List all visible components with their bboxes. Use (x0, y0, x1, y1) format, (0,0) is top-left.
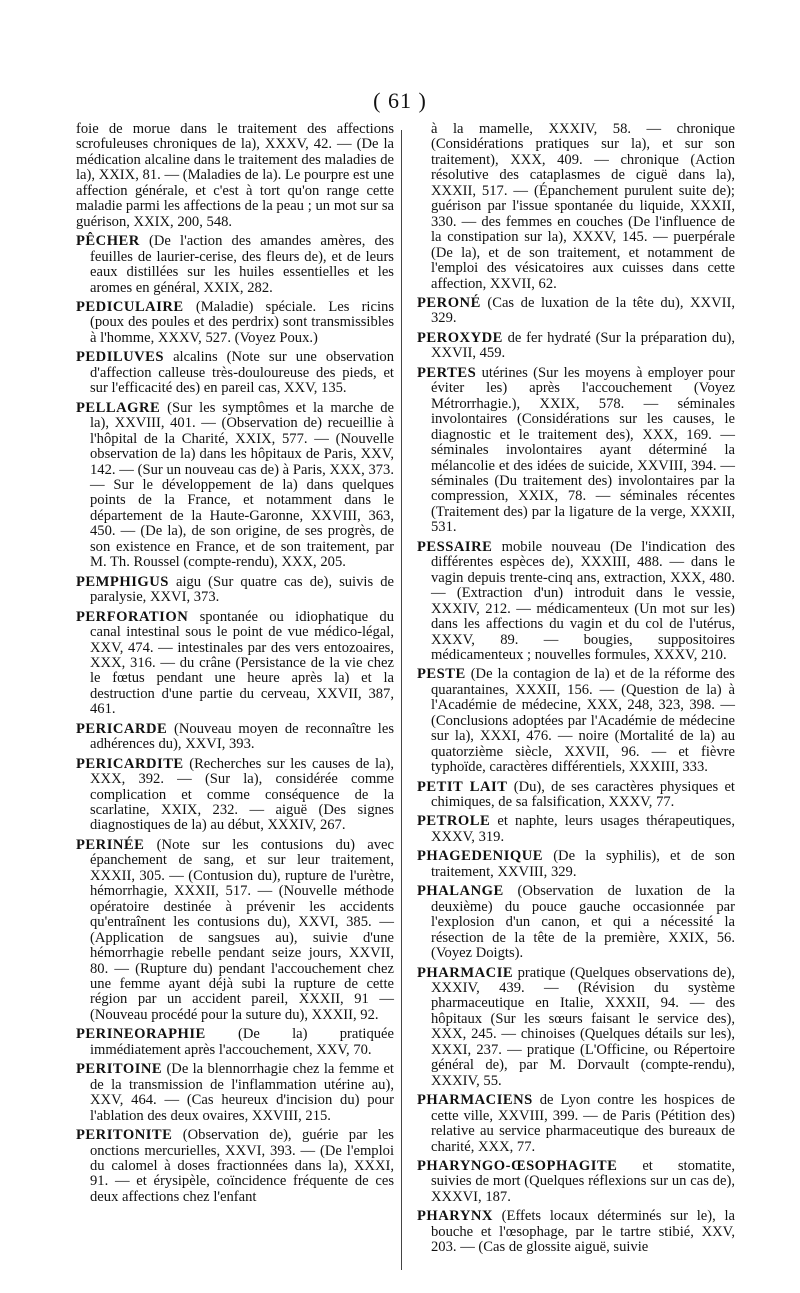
entry-headword: PERITONITE (76, 1127, 173, 1144)
index-entry (76, 722, 394, 753)
left-column (76, 122, 394, 1209)
index-entry (76, 300, 394, 346)
index-entry (417, 1093, 735, 1155)
entry-text: foie de morue dans le traitement des affections scrofuleuses chroniques de la), XXXV, 42. — (De la médication alcaline dans le traitement des maladies de la), XXIX, 81. — (Maladies de la). Le pourpre est une affection générale, et c'est à tort qu'on range cette maladie parmi les affections de la peau ; un mot sur sa guérison, XXIX, 200, 548. (76, 121, 394, 230)
entry-headword: PERINEORAPHIE (76, 1026, 206, 1043)
index-entry (417, 849, 735, 880)
entry-headword: PÊCHER (76, 233, 140, 250)
index-entry (76, 757, 394, 834)
entry-headword: PHARYNX (417, 1208, 493, 1225)
entry-text: spontanée ou idiophatique du canal intestinal sous le point de vue médico-légal, XXV, 474. — intestinales par des vers entozoaires, XXX, 316. — du crâne (Persistance de la vie chez le fœtus pendant une heure après la) et la destruction d'une partie du cerveau, XXVII, 387, 461. (90, 608, 394, 718)
entry-text: alcalins (Note sur une observation d'affection calleuse très-douloureuse des pieds, et sur l'efficacité des) en pareil cas, XXV, 135. (90, 349, 394, 397)
entry-text: (Recherches sur les causes de la), XXX, 392. — (Sur la), considérée comme complication et comme conséquence de la scarlatine, XXIX, 232. — aiguë (Des signes diagnostiques de la) au début, XXXIV, 267. (90, 755, 394, 834)
index-entry (76, 1027, 394, 1058)
index-entry (417, 966, 735, 1090)
entry-headword: PEMPHIGUS (76, 573, 169, 590)
index-entry (417, 540, 735, 664)
entry-headword: PETIT LAIT (417, 778, 508, 795)
index-entry (417, 780, 735, 811)
index-entry (76, 1062, 394, 1124)
index-entry (417, 814, 735, 845)
right-column (417, 122, 735, 1260)
entry-text: utérines (Sur les moyens à employer pour éviter les) après l'accouchement (Voyez Métrorrhagie.), XXIX, 578. — séminales involontaires (Considérations sur les causes, le diagnostic et le traitement des), XXX, 169. — séminales involontaires ayant déterminé la mélancolie et des idées de suicide, XXVIII, 394. — séminales (Du traitement des) involontaires par la compression, XXIX, 78. — séminales récentes (Traitement des) par la ligature de la verge, XXXII, 531. (431, 364, 735, 536)
entry-text: (Nouveau moyen de reconnaître les adhérences du), XXVI, 393. (90, 720, 394, 753)
entry-headword: PHALANGE (417, 883, 504, 900)
index-entry (417, 1209, 735, 1255)
entry-text: (De la syphilis), et de son traitement, XXVIII, 329. (431, 848, 735, 880)
entry-headword: PHARMACIENS (417, 1092, 533, 1109)
entry-text: (Note sur les contusions du) avec épanchement de sang, et sur leur traitement, XXXII, 305. — (Contusion du), rupture de l'urètre, hémorrhagie, XXXII, 517. — (Nouvelle méthode opératoire destinée à prévenir les accidents qu'entraînent les contusions du), XXVI, 385. — (Application de sangsues au), suivie d'une hémorrhagie rebelle pendant seize jours, XXVII, 80. — (Rupture du) pendant l'accouchement chez une femme ayant déjà subi la rupture de cette région par un accident pareil, XXXII, 91 — (Nouveau procédé pour la suture du), XXXII, 92. (90, 836, 394, 1023)
index-entry (417, 122, 735, 292)
index-entry (76, 350, 394, 396)
entry-text: (De la) pratiquée immédiatement après l'accouchement, XXV, 70. (90, 1026, 394, 1058)
entry-text: (Du), de ses caractères physiques et chimiques, de sa falsification, XXXV, 77. (431, 778, 735, 811)
entry-headword: PHARMACIE (417, 964, 514, 981)
entry-text: mobile nouveau (De l'indication des différentes espèces de), XXXIII, 488. — dans le vagin depuis trente-cinq ans, extraction, XXX, 480. — (Extraction d'un) introduit dans le vessie, XXXIV, 212. — médicamenteux (Un mot sur les) dans les affections du vagin et du col de l'utérus, XXXV, 89. — bougies, suppositoires médicamenteux ; nouvelles formules, XXXV, 210. (431, 538, 735, 663)
entry-headword: PHAGEDENIQUE (417, 848, 544, 865)
index-entry (417, 366, 735, 536)
entry-headword: PETROLE (417, 813, 491, 830)
index-entry (76, 575, 394, 606)
entry-text: (Effets locaux déterminés sur le), la bouche et l'œsophage, par le tartre stibié, XXV, 203. — (Cas de glossite aiguë, suivie (431, 1208, 735, 1256)
entry-text: (De la blennorrhagie chez la femme et de la transmission de l'inflammation utérine au), XXV, 464. — (Cas heureux d'incision du) pour l'ablation des deux ovaires, XXVIII, 215. (90, 1061, 394, 1124)
entry-headword: PERINÉE (76, 836, 145, 853)
entry-headword: PESTE (417, 666, 466, 683)
index-entry (76, 1128, 394, 1205)
entry-text: (De la contagion de la) et de la réforme des quarantaines, XXXII, 156. — (Question de la) à l'Académie de médecine, XXX, 248, 323, 398. — (Conclusions adoptées par l'Académie de médecine sur la), XXXI, 476. — noire (Mortalité de la) au quatorzième siècle, XXVII, 96. — et fièvre typhoïde, caractères différentiels, XXXIII, 333. (431, 666, 735, 776)
entry-text: et stomatite, suivies de mort (Quelques réflexions sur un cas de), XXXVI, 187. (431, 1158, 735, 1205)
entry-headword: PEDICULAIRE (76, 298, 184, 315)
entry-text: (Observation de), guérie par les onctions mercurielles, XXVI, 393. — (De l'emploi du calomel à doses fractionnées dans la), XXXI, 91. — et érysipèle, coïncidence fréquente de ces deux affections chez l'enfant (90, 1127, 394, 1205)
entry-headword: PERITOINE (76, 1061, 163, 1078)
entry-headword: PEDILUVES (76, 349, 165, 366)
entry-text: de fer hydraté (Sur la préparation du), XXVII, 459. (431, 329, 735, 362)
entry-text: (De l'action des amandes amères, des feuilles de laurier-cerise, des fleurs de), et de leurs eaux distillées sur les huiles essentielles et les aromes en général, XXIX, 282. (90, 233, 394, 296)
index-entry (76, 838, 394, 1023)
entry-text: pratique (Quelques observations de), XXXIV, 439. — (Révision du système pharmaceutique en Italie, XXXII, 94. — des hôpitaux (Sur les sœurs faisant le service des), XXX, 245. — chinoises (Quelques détails sur les), XXXI, 237. — pratique (L'Officine, ou Répertoire général de), par M. Dorvault (compte-rendu), XXXIV, 55. (431, 964, 735, 1089)
entry-headword: PERONÉ (417, 294, 481, 311)
index-entry (417, 884, 735, 961)
index-entry (76, 122, 394, 230)
index-entry (417, 331, 735, 362)
index-entry (417, 667, 735, 775)
entry-text: à la mamelle, XXXIV, 58. — chronique (Considérations pratiques sur la), et sur son traitement), XXX, 409. — chronique (Action résolutive des cataplasmes de ciguë dans la), XXXII, 517. — (Épanchement purulent suite de); guérison par l'issue spontanée du liquide, XXXII, 330. — des femmes en couches (De l'influence de la constipation sur la), XXXV, 145. — puerpérale (De la), et de son traitement, et notamment de l'emploi des vésicatoires aux cuisses dans cette affection, XXVII, 62. (431, 121, 735, 292)
entry-headword: PHARYNGO-ŒSOPHAGITE (417, 1158, 618, 1174)
index-entry (76, 401, 394, 571)
entry-text: aigu (Sur quatre cas de), suivis de paralysie, XXVI, 373. (90, 573, 394, 606)
entry-headword: PERTES (417, 364, 477, 381)
entry-text: et naphte, leurs usages thérapeutiques, XXXV, 319. (431, 813, 735, 845)
entry-text: (Maladie) spéciale. Les ricins (poux des poules et des perdrix) sont transmissibles à l'homme, XXXV, 527. (Voyez Poux.) (90, 298, 394, 346)
index-entry (76, 610, 394, 718)
entry-headword: PEROXYDE (417, 329, 503, 346)
entry-text: (Observation de luxation de la deuxième) du pouce gauche occasionnée par l'explosion d'un canon, et qui a nécessité la résection de la tête de la première, XXIX, 56. (Voyez Doigts). (431, 883, 735, 962)
index-entry (76, 234, 394, 296)
entry-headword: PESSAIRE (417, 538, 493, 555)
page-number: ( 61 ) (373, 88, 427, 113)
entry-headword: PERICARDITE (76, 755, 184, 772)
entry-text: (Sur les symptômes et la marche de la), XXVIII, 401. — (Observation de) recueillie à l'hôpital de la Charité, XXIX, 577. — (Nouvelle observation de la) dans les hôpitaux de Paris, XXV, 142. — (Sur un nouveau cas de) à Paris, XXX, 373. — Sur le développement de la) dans quelques points de la France, et notamment dans le département de la Haute-Garonne, XXVIII, 363, 450. — (De la), de son origine, de ses progrès, de son existence en France, et de son traitement, par M. Th. Roussel (compte-rendu), XXX, 205. (90, 399, 394, 571)
entry-text: de Lyon contre les hospices de cette ville, XXVIII, 399. — de Paris (Pétition des) relative au service pharmaceutique des bureaux de charité, XXX, 77. (431, 1092, 735, 1155)
entry-headword: PELLAGRE (76, 399, 161, 416)
index-entry (417, 296, 735, 327)
entry-text: (Cas de luxation de la tête du), XXVII, 329. (431, 294, 735, 327)
entry-headword: PERFORATION (76, 608, 189, 625)
index-entry (417, 1159, 735, 1205)
entry-headword: PERICARDE (76, 720, 168, 737)
column-divider (401, 130, 402, 1270)
